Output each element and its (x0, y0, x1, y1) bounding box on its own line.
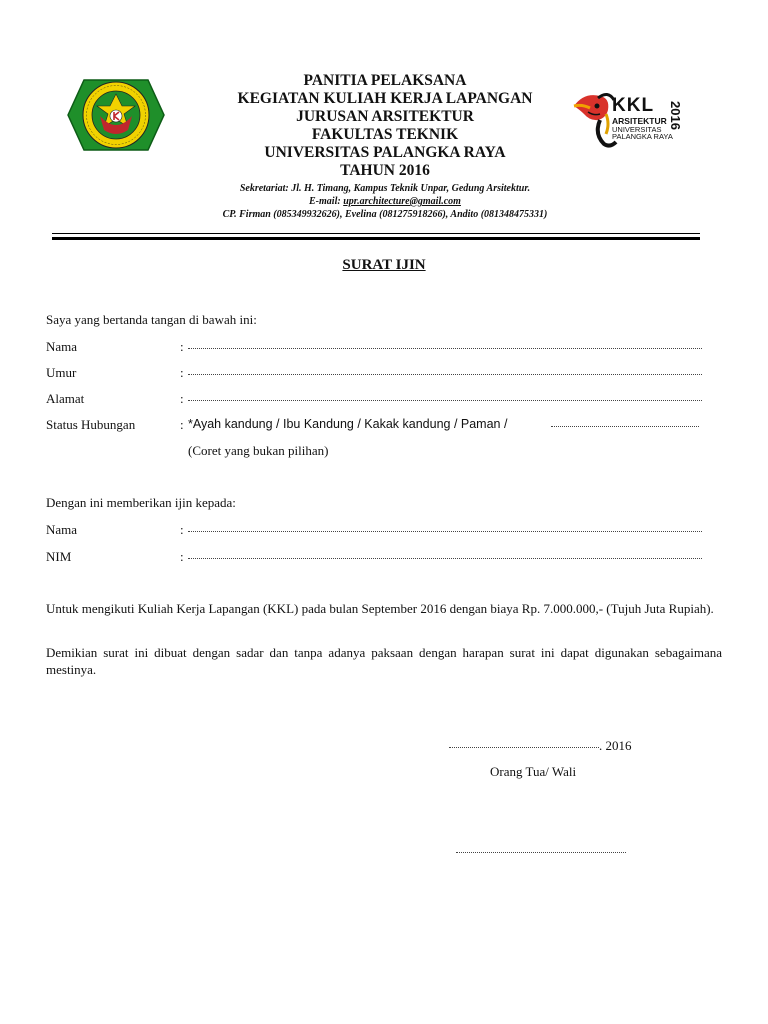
grant-intro-text: Dengan ini memberikan ijin kepada: (46, 495, 236, 510)
letter-title: SURAT IJIN (342, 257, 426, 273)
date-fill-in-line[interactable] (449, 747, 599, 748)
field-student-nim (46, 549, 702, 565)
field-label: Nama (46, 339, 78, 354)
header-line-department: JURUSAN ARSITEKTUR (296, 108, 474, 125)
header-line-faculty: FAKULTAS TEKNIK (311, 126, 459, 143)
header-divider-thin (52, 233, 700, 234)
kkl-logo-university: UNIVERSITAS (612, 124, 662, 134)
field-label: Alamat (46, 391, 85, 406)
field-relationship-status (46, 417, 702, 433)
intro-text: Saya yang bertanda tangan di bawah ini: (46, 312, 257, 327)
field-separator: : (180, 549, 184, 564)
signature-fill-in-line[interactable] (456, 852, 626, 853)
kkl-logo-title: KKL (612, 95, 655, 116)
fill-in-line[interactable] (551, 426, 699, 427)
field-parent-address (46, 391, 702, 407)
field-separator: : (180, 522, 184, 537)
signature-role: Orang Tua/ Wali (490, 764, 577, 779)
paragraph-closing: Demikian surat ini dibuat dengan sadar dan tanpa adanya paksaan dengan harapan surat ini dapat digunakan sebagaimana mestinya. (46, 645, 722, 677)
field-separator: : (180, 339, 184, 354)
email-label: E-mail: (309, 196, 344, 207)
field-separator: : (180, 417, 184, 432)
email-line (176, 195, 594, 208)
fill-in-line[interactable] (188, 558, 702, 559)
fill-in-line[interactable] (188, 374, 702, 375)
field-separator: : (180, 365, 184, 380)
fill-in-line[interactable] (188, 348, 702, 349)
field-label: Umur (46, 365, 77, 380)
email-link[interactable]: upr.architecture@gmail.com (343, 196, 461, 207)
header-line-university: UNIVERSITAS PALANGKA RAYA (264, 144, 506, 161)
field-separator: : (180, 391, 184, 406)
kkl-logo-year: 2016 (668, 101, 683, 130)
signature-year: . 2016 (599, 738, 632, 753)
secretariat-address: Sekretariat: Jl. H. Timang, Kampus Teknik Unpar, Gedung Arsitektur. (239, 183, 531, 194)
header-line-year: TAHUN 2016 (340, 162, 430, 179)
header-line-activity: KEGIATAN KULIAH KERJA LAPANGAN (237, 90, 533, 107)
header-divider-thick (52, 237, 700, 240)
kkl-logo-city: PALANGKA RAYA (612, 132, 673, 141)
field-student-name (46, 522, 702, 538)
field-label: Nama (46, 522, 78, 537)
header-line-committee: PANITIA PELAKSANA (303, 72, 467, 89)
contact-persons: CP. Firman (085349932626), Evelina (081275918266), Andito (081348475331) (222, 209, 548, 220)
field-parent-age (46, 365, 702, 381)
field-parent-name (46, 339, 702, 355)
field-label: NIM (46, 549, 72, 564)
fill-in-line[interactable] (188, 531, 702, 532)
letterhead (176, 72, 594, 221)
relationship-options[interactable]: *Ayah kandung / Ibu Kandung / Kakak kandung / Paman / (188, 417, 508, 431)
paragraph-purpose: Untuk mengikuti Kuliah Kerja Lapangan (KKL) pada bulan September 2016 dengan biaya Rp. 7.000.000,- (Tujuh Juta Rupiah). (46, 601, 714, 616)
strike-note: (Coret yang bukan pilihan) (188, 443, 329, 458)
fill-in-line[interactable] (188, 400, 702, 401)
signature-date (449, 738, 632, 754)
field-label: Status Hubungan (46, 417, 136, 432)
university-seal-icon (64, 72, 168, 158)
kkl-logo-department: ARSITEKTUR (612, 116, 667, 126)
